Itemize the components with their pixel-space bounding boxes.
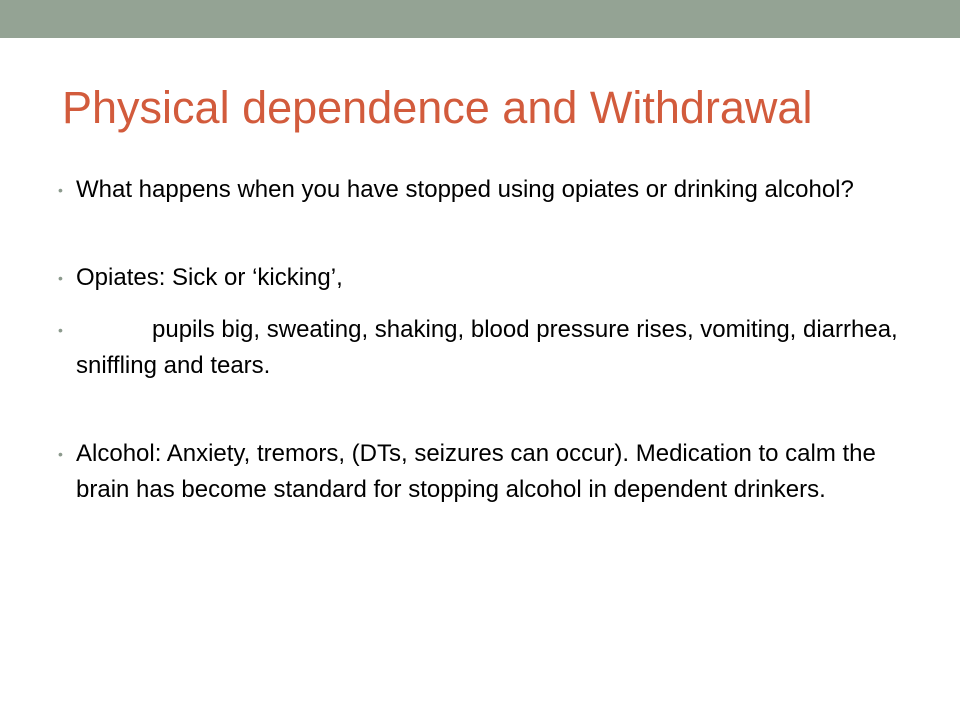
bullet-item — [58, 172, 918, 208]
bullet-text: Opiates: Sick or ‘kicking’, — [76, 264, 343, 291]
bullet-dot-icon: • — [58, 322, 63, 338]
bullet-dot-icon: • — [58, 446, 63, 462]
bullet-dot-icon: • — [58, 182, 63, 198]
bullet-dot-icon: • — [58, 270, 63, 286]
bullet-text: What happens when you have stopped using opiates or drinking alcohol? — [76, 176, 854, 203]
bullet-text: Alcohol: Anxiety, tremors, (DTs, seizures can occur). Medication to calm the brain has become standard for stopping alcohol in dependent drinkers. — [76, 440, 876, 503]
top-accent-bar — [0, 0, 960, 38]
bullet-text: pupils big, sweating, shaking, blood pressure rises, vomiting, diarrhea, sniffling and tears. — [76, 316, 898, 379]
bullet-item — [58, 436, 918, 508]
slide-title: Physical dependence and Withdrawal — [62, 82, 813, 133]
bullet-item — [58, 260, 918, 296]
bullet-list — [58, 172, 918, 508]
bullet-item — [58, 312, 918, 384]
